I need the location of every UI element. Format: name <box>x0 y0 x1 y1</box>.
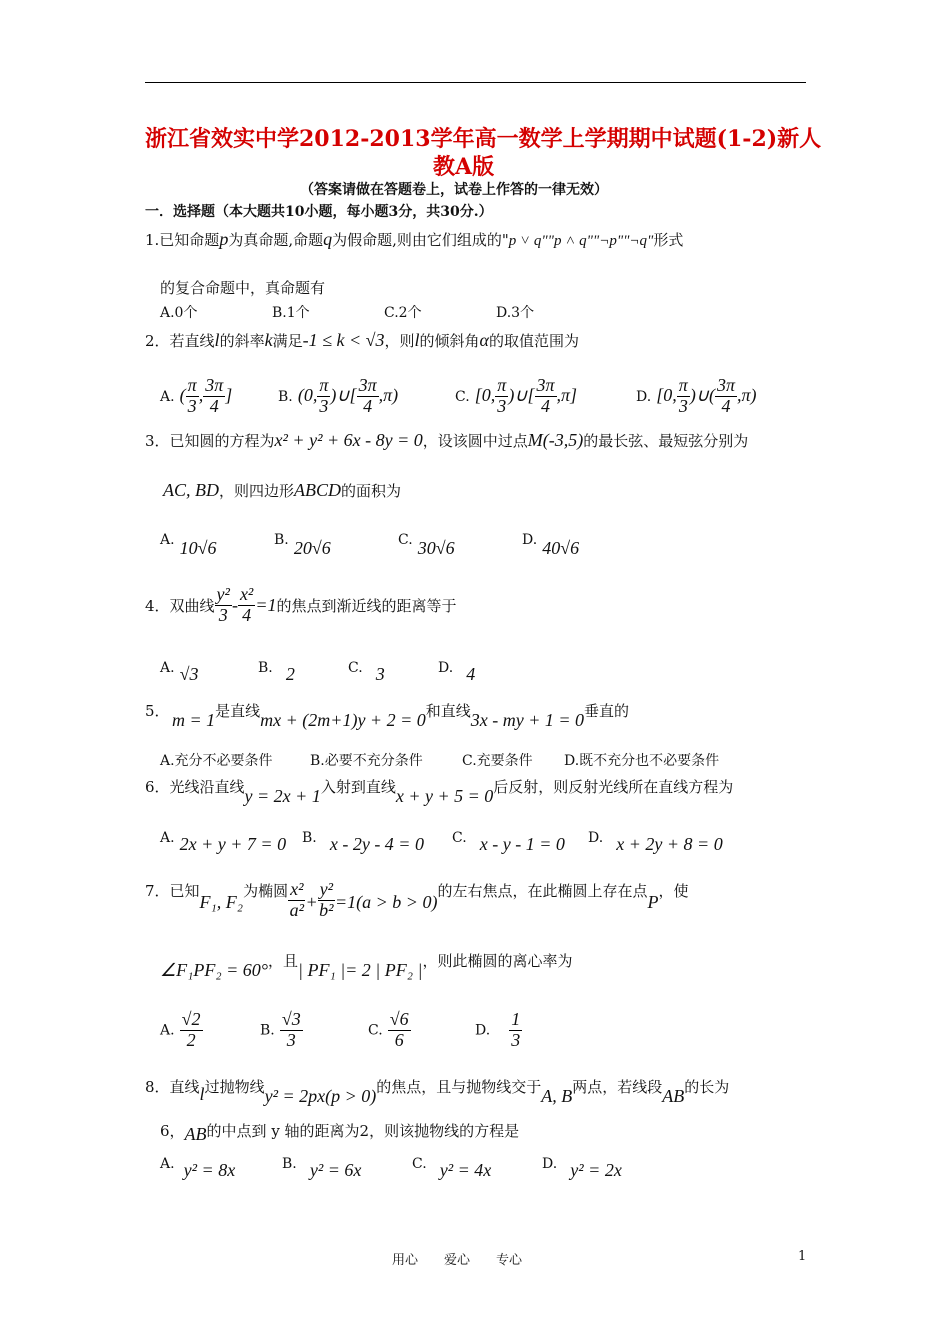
q6-option-b[interactable]: B. x - 2y - 4 = 0 <box>302 830 424 854</box>
q2-k: k <box>264 330 273 350</box>
q2-intro: 2．若直线 <box>145 332 215 350</box>
q5-text-b: 和直线 <box>425 702 471 720</box>
q4-text-b: 的焦点到渐近线的距离等于 <box>276 596 457 615</box>
q4-text: 4．双曲线 $\frac{\text{y²}}{3}$ - $\frac{\text{x²}}{4}$ =1的焦点到渐近线的距离等于 <box>145 584 457 625</box>
q8-segment2: AB <box>184 1124 207 1144</box>
q6-line1: y = 2x + 1 <box>244 786 321 806</box>
q5-option-b[interactable]: B.必要不充分条件 <box>310 753 423 769</box>
q8-text-c: 的焦点，且与抛物线交于 <box>376 1078 542 1096</box>
q7-text: 7．已知F₁, F₂为椭圆 $\frac{\text{x²}}{\text{a²}}$ + $\frac{\text{y²}}{\text{b²}}$ =1(a > b > 0)的左右焦点，在此椭圆上存在点P，使 <box>145 879 689 920</box>
q1-option-b[interactable]: B.1个 <box>272 305 310 321</box>
q3-text <box>145 430 748 451</box>
q8-option-b[interactable]: B. y² = 6x <box>282 1156 362 1180</box>
q7-line2 <box>160 950 573 980</box>
q8-l: l <box>199 1084 205 1104</box>
q2-text-d: ，则 <box>384 332 415 350</box>
q5-text <box>145 700 170 721</box>
answer-notice: （答案请做在答题卷上，试卷上作答的一律无效） <box>300 182 608 198</box>
section-heading: 一．选择题（本大题共10小题，每小题3分，共30分.） <box>145 204 493 220</box>
q3-text-d: ，则四边形 <box>219 482 295 500</box>
q4-option-d[interactable]: D. 4 <box>438 660 476 684</box>
q7-text-e: ，且 <box>267 952 298 970</box>
q6-intro: 6．光线沿直线 <box>145 778 245 796</box>
q2-text-c: 满足 <box>272 332 303 350</box>
q2-option-d[interactable]: D. [0, $\frac{\pi}{3}$ )∪( $\frac{3\pi}{4}$ ,π) <box>636 375 757 416</box>
q2-option-b[interactable]: B. (0, $\frac{\pi}{3}$ )∪[ $\frac{3\pi}{4}$ ,π) <box>278 375 399 416</box>
q1-text-c: 为假命题,则由它们组成的" <box>332 231 509 249</box>
q3-option-c[interactable]: C. 30√6 <box>398 532 455 558</box>
option-label: D. <box>636 388 652 405</box>
q1-line2: 的复合命题中，真命题有 <box>160 279 326 297</box>
q3-line2 <box>163 480 401 501</box>
q1-option-a[interactable]: A.0个 <box>160 305 198 321</box>
option-label: A. <box>160 388 175 405</box>
page-number: 1 <box>798 1249 807 1264</box>
q5-condition: m = 1 <box>172 710 216 730</box>
q1-text-b: 为真命题,命题 <box>228 231 324 249</box>
header-rule <box>145 82 806 83</box>
q2-alpha: α <box>479 330 489 350</box>
q7-distance: | PF₁ |= 2 | PF₂ | <box>298 960 423 980</box>
q1-intro: 1.已知命题 <box>145 231 220 249</box>
q1-option-d[interactable]: D.3个 <box>496 305 535 321</box>
q7-option-b[interactable]: B. $\frac{√3}{3}$ <box>260 1009 301 1050</box>
q8-intro: 8．直线 <box>145 1078 200 1096</box>
q6-line2: x + y + 5 = 0 <box>395 786 494 806</box>
q8-points: A, B <box>541 1086 573 1106</box>
option-label: C. <box>455 388 470 405</box>
q8-text-e: 的长为 <box>684 1078 730 1096</box>
q6-text-b: 入射到直线 <box>320 778 396 796</box>
q3-text-e: 的面积为 <box>341 482 402 500</box>
footer-slogan: 用心 爱心 专心 <box>392 1253 523 1268</box>
q3-option-d[interactable]: D. 40√6 <box>522 532 580 558</box>
q8-text-b: 过抛物线 <box>204 1078 265 1096</box>
q3-chords: AC, BD <box>163 480 219 500</box>
q2-text-e: 的倾斜角 <box>419 332 480 350</box>
q7-option-c[interactable]: C. $\frac{√6}{6}$ <box>368 1009 409 1050</box>
q3-option-b[interactable]: B. 20√6 <box>274 532 331 558</box>
page-title: 浙江省效实中学2012-2013学年高一数学上学期期中试题(1-2)新人 <box>145 126 822 152</box>
q1-option-c[interactable]: C.2个 <box>384 305 422 321</box>
page-title-cont: 教A版 <box>433 154 495 180</box>
q4-option-b[interactable]: B. 2 <box>258 660 295 684</box>
q5-text-c: 垂直的 <box>584 702 630 720</box>
q8-option-d[interactable]: D. y² = 2x <box>542 1156 622 1180</box>
q8-option-a[interactable]: A. y² = 8x <box>160 1156 236 1180</box>
q8-text <box>145 1076 730 1106</box>
q2-option-a[interactable]: A. ( $\frac{\pi}{3}$ , $\frac{3\pi}{4}$ ] <box>160 375 233 416</box>
q7-option-a[interactable]: A. $\frac{√2}{2}$ <box>160 1009 201 1050</box>
q2-text-f: 的取值范围为 <box>488 332 579 350</box>
q7-option-d[interactable]: D. $\frac{1}{3}$ <box>475 1009 521 1050</box>
q7-P: P <box>647 892 659 912</box>
q5-line1: mx + (2m+1)y + 2 = 0 <box>260 710 426 730</box>
q8-parabola: y² = 2px(p > 0) <box>264 1086 377 1106</box>
q1-text <box>145 229 683 250</box>
q8-text-d: 两点，若线段 <box>572 1078 663 1096</box>
q2-option-c[interactable]: C. [0, $\frac{\pi}{3}$ )∪[ $\frac{3\pi}{4}$ ,π] <box>455 375 578 416</box>
q5-option-a[interactable]: A.充分不必要条件 <box>160 753 273 769</box>
q6-text <box>145 776 734 806</box>
q7-intro: 7．已知 <box>145 882 200 900</box>
q2-l: l <box>214 330 220 350</box>
q3-equation: x² + y² + 6x - 8y = 0 <box>274 430 423 450</box>
q8-segment: AB <box>662 1086 685 1106</box>
q3-intro: 3．已知圆的方程为 <box>145 432 275 450</box>
q6-text-c: 后反射，则反射光线所在直线方程为 <box>493 778 734 796</box>
q6-option-c[interactable]: C. x - y - 1 = 0 <box>452 830 565 854</box>
q3-quad: ABCD <box>294 480 342 500</box>
q5-option-d[interactable]: D.既不充分也不必要条件 <box>564 753 720 769</box>
q4-intro: 4．双曲线 <box>145 596 215 615</box>
q3-text-b: ，设该圆中过点 <box>422 432 528 450</box>
q7-angle: ∠F₁PF₂ = 60° <box>160 960 268 980</box>
q1-q: q <box>323 229 333 249</box>
q5-body <box>172 700 630 730</box>
q1-forms: p ˅ q""p ˄ q""¬p""¬q" <box>508 233 654 249</box>
q1-p: p <box>219 229 229 249</box>
option-label: B. <box>278 388 293 405</box>
q6-option-d[interactable]: D. x + 2y + 8 = 0 <box>588 830 723 854</box>
q2-condition: -1 ≤ k < √3 <box>302 330 385 350</box>
q7-foci: F₁, F₂ <box>199 892 244 912</box>
q5-number: 5． <box>145 702 170 720</box>
q2-text <box>145 330 579 351</box>
q7-text-c: 的左右焦点，在此椭圆上存在点 <box>437 882 648 900</box>
q7-text-d: ，使 <box>658 882 689 900</box>
q2-text-b: 的斜率 <box>219 332 265 350</box>
q3-option-a[interactable]: A. 10√6 <box>160 532 217 558</box>
q4-option-a[interactable]: A. √3 <box>160 660 199 684</box>
q4-option-c[interactable]: C. 3 <box>348 660 385 684</box>
q2-l2: l <box>414 330 420 350</box>
q7-text-b: 为椭圆 <box>243 882 289 900</box>
q3-text-c: 的最长弦、最短弦分别为 <box>583 432 749 450</box>
q8-line2: 6，AB的中点到 y 轴的距离为2，则该抛物线的方程是 <box>160 1122 520 1144</box>
q5-option-c[interactable]: C.充要条件 <box>462 753 533 769</box>
q6-option-a[interactable]: A. 2x + y + 7 = 0 <box>160 830 287 854</box>
q1-text-d: 形式 <box>653 231 684 249</box>
q7-text-f: ，则此椭圆的离心率为 <box>422 952 573 970</box>
q5-line2: 3x - my + 1 = 0 <box>470 710 585 730</box>
q5-text-a: 是直线 <box>215 702 261 720</box>
q8-option-c[interactable]: C. y² = 4x <box>412 1156 492 1180</box>
q3-point: M(-3,5) <box>527 430 584 450</box>
